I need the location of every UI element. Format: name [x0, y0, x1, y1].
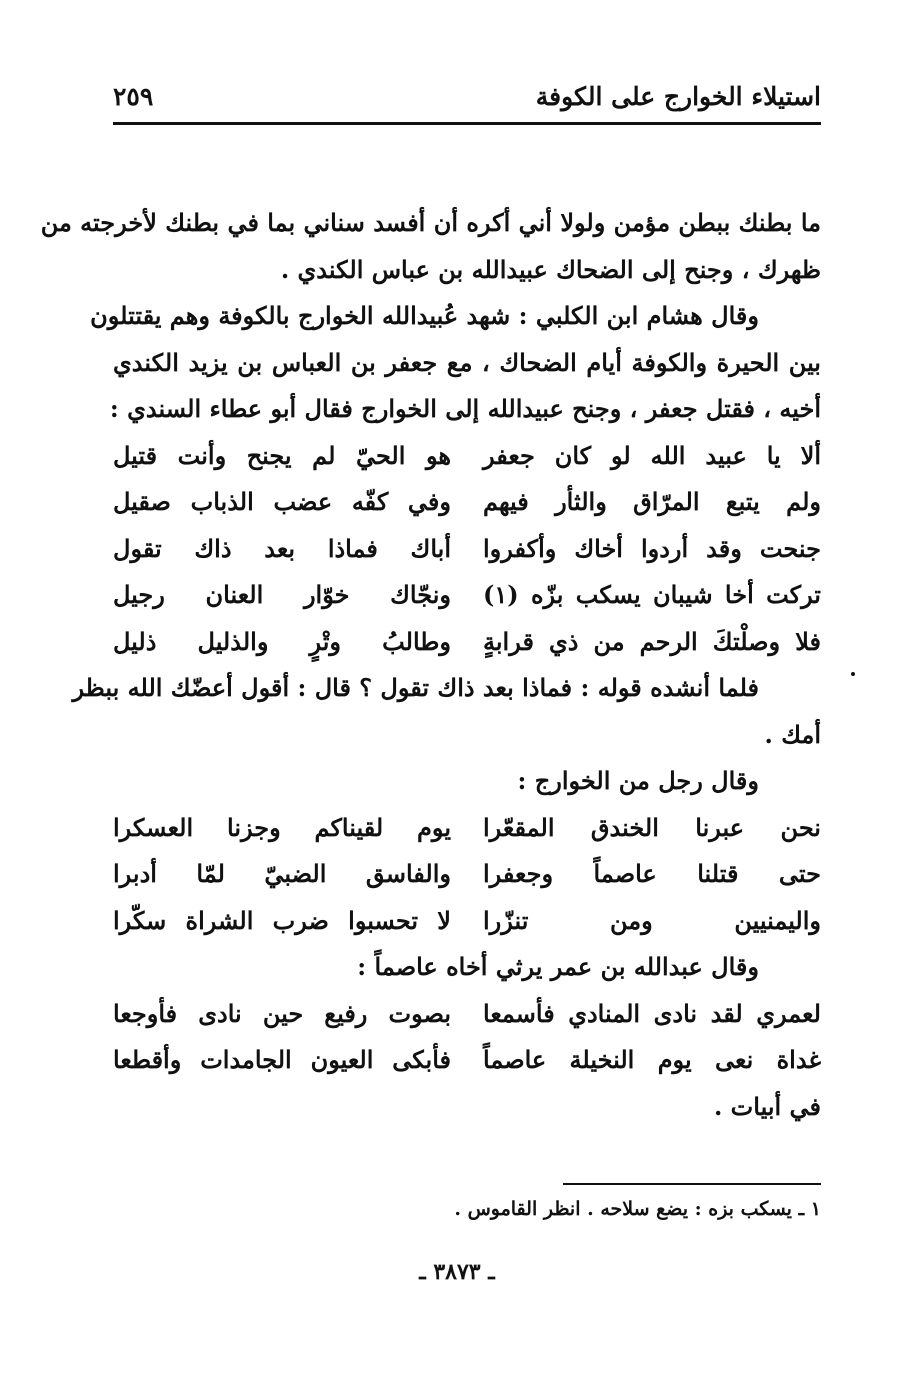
verse-second-hemistich: وفي كفّه عضب الذباب صقيل	[113, 487, 451, 516]
verse-first-hemistich: لعمري لقد نادى المنادي فأسمعا	[483, 998, 821, 1028]
text-line: ما بطنك ببطن مؤمن ولولا أني أكره أن أفسد سناني بما في بطنك لأخرجته من	[40, 208, 821, 237]
verse-first-hemistich: واليمنيين ومن تنزّرا	[483, 905, 821, 935]
verse-second-hemistich: وطالبُ وتْرٍ والذليل ذليل	[113, 626, 451, 656]
text-line: أخيه ، فقتل جعفر ، وجنح عبيدالله إلى الخوارج فقال أبو عطاء السندي :	[109, 394, 821, 423]
text-line: ظهرك ، وجنح إلى الضحاك عبيدالله بن عباس الكندي .	[280, 254, 821, 284]
verse-second-hemistich: فأبكى العيون الجامدات وأقطعا	[113, 1045, 451, 1074]
verse-first-hemistich: فلا وصلْتكَ الرحم من ذي قرابةٍ	[483, 626, 821, 656]
verse-first-hemistich: غداة نعى يوم النخيلة عاصماً	[483, 1045, 821, 1074]
poem-verse	[113, 572, 821, 619]
text-line: بين الحيرة والكوفة أيام الضحاك ، مع جعفر بن العباس بن يزيد الكندي	[113, 347, 821, 377]
verse-second-hemistich: أباك فماذا بعد ذاك تقول	[113, 533, 451, 563]
verse-second-hemistich: لا تحسبوا ضرب الشراة سكّرا	[113, 905, 451, 935]
verse-first-hemistich: تركت أخا شيبان يسكب بزّه (١)	[483, 580, 821, 609]
text-line: فلما أنشده قوله : فماذا بعد ذاك تقول ؟ قال : أقول أعضّك الله ببظر	[72, 673, 759, 702]
header-rule	[113, 122, 821, 125]
poem-verse	[113, 805, 821, 852]
text-line: أمك .	[764, 719, 821, 749]
header-page-number: ٢٥٩	[113, 82, 154, 111]
footnote: ١ ـ يسكب بزه : يضع سلاحه . انظر القاموس .	[454, 1198, 821, 1220]
poem-verse	[113, 526, 821, 573]
running-header	[113, 78, 821, 118]
margin-mark	[851, 672, 855, 676]
text-line: وقال رجل من الخوارج :	[517, 766, 759, 795]
poem-verse	[113, 433, 821, 480]
verse-first-hemistich: ألا يا عبيد الله لو كان جعفر	[483, 440, 821, 470]
verse-first-hemistich: نحن عبرنا الخندق المقعّرا	[483, 812, 821, 842]
verse-second-hemistich: ونجّاك خوّار العنان رجيل	[113, 580, 451, 609]
poem-verse	[113, 991, 821, 1038]
text-line: في أبيات .	[713, 1091, 821, 1121]
verse-second-hemistich: والفاسق الضبيّ لمّا أدبرا	[113, 859, 451, 888]
text-line: وقال عبدالله بن عمر يرثي أخاه عاصماً :	[357, 952, 759, 981]
chapter-title: استيلاء الخوارج على الكوفة	[535, 82, 821, 111]
poem-verse	[113, 1037, 821, 1084]
poem-verse	[113, 619, 821, 666]
poem-verse	[113, 479, 821, 526]
main-text	[40, 200, 821, 1130]
verse-second-hemistich: يوم لقيناكم وجزنا العسكرا	[113, 812, 451, 842]
verse-first-hemistich: جنحت وقد أردوا أخاك وأكفروا	[483, 533, 821, 563]
footnote-rule	[563, 1183, 821, 1185]
bottom-page-number: ـ ٣٨٧٣ ـ	[419, 1259, 495, 1285]
verse-second-hemistich: هو الحيّ لم يجنح وأنت قتيل	[113, 440, 451, 470]
verse-second-hemistich: بصوت رفيع حين نادى فأوجعا	[113, 998, 451, 1028]
poem-verse	[113, 851, 821, 898]
poem-verse	[113, 898, 821, 945]
text-line: وقال هشام ابن الكلبي : شهد عُبيدالله الخوارج بالكوفة وهم يقتتلون	[90, 301, 759, 330]
verse-first-hemistich: ولم يتبع المرّاق والثأر فيهم	[483, 487, 821, 516]
verse-first-hemistich: حتى قتلنا عاصماً وجعفرا	[483, 859, 821, 888]
